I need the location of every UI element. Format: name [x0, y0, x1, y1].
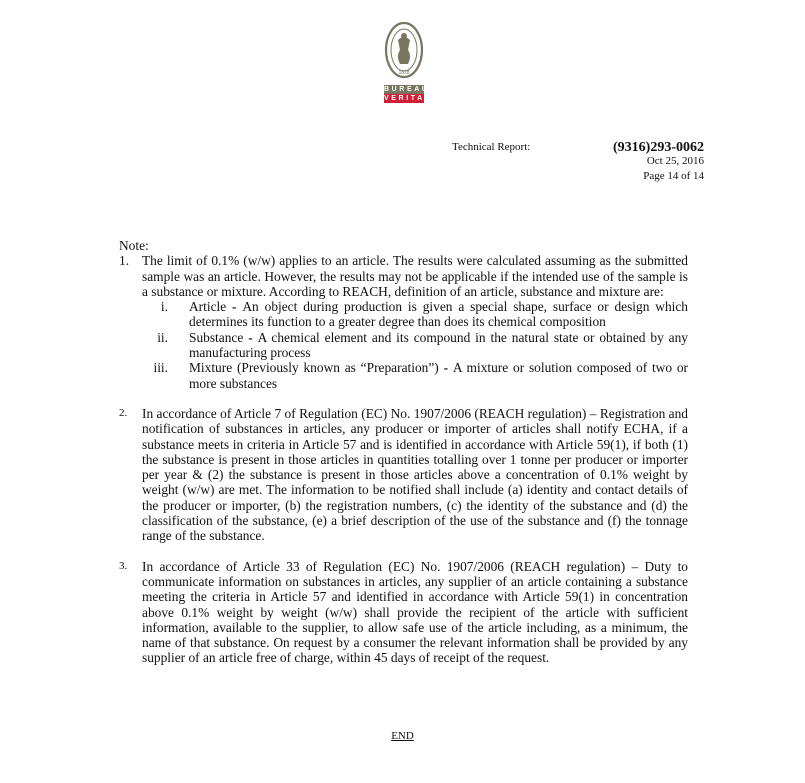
report-label: Technical Report: — [452, 141, 531, 153]
item-number: 1. — [119, 253, 130, 269]
bureau-veritas-logo — [384, 18, 433, 103]
note-item-3 — [119, 559, 688, 666]
definition-term: Mixture (Previously known as “Preparation”) — [189, 360, 439, 376]
definition-text: A chemical element and its compound in the natural state or obtained by any manufacturing process — [189, 329, 689, 361]
item-number: 2. — [119, 406, 128, 419]
item-number: 3. — [119, 559, 128, 572]
report-number: (9316)293-0062 — [613, 140, 704, 155]
definition-text: An object during production is given a special shape, surface or design which determines its function to a greater degree than does its chemical composition — [189, 299, 688, 330]
note-item-2 — [119, 406, 688, 544]
definition-substance: ii. Substance - A chemical element and its compound in the natural state or obtained by any manufacturing process — [157, 329, 689, 361]
note-title: Note: — [119, 238, 149, 253]
logo-band-bureau: BUREAU — [384, 86, 430, 93]
definition-term: Article — [189, 299, 227, 315]
svg-text:1828: 1828 — [398, 70, 410, 76]
item-text: In accordance of Article 33 of Regulation (EC) No. 1907/2006 (REACH regulation) – Duty to communicate information on substances in articles, any supplier of an article containing a substance meeting the criteria in Article 57 and identified in accordance with Article 59(1) in concentration above 0.1% weight by weight (w/w) shall provide the recipient of the article with sufficient information, available to the supplier, to allow safe use of the article including, as a minimum, the name of that substance. On request by a consumer the relevant information shall be provided by any supplier of an article free of charge, within 45 days of receipt of the request. — [142, 558, 688, 666]
notes-section — [119, 238, 688, 666]
item-text: The limit of 0.1% (w/w) applies to an article. The results were calculated assuming as the submitted sample was an article. However, the results may not be applicable if the intended use of the sample is a substance or mixture. According to REACH, definition of an article, substance and mixture are: — [142, 253, 688, 299]
page-number: Page 14 of 14 — [643, 170, 704, 182]
definition-text: A mixture or solution composed of two or more substances — [189, 360, 689, 391]
report-date: Oct 25, 2016 — [646, 155, 704, 167]
definition-term: Substance — [189, 329, 244, 345]
item-text: In accordance of Article 7 of Regulation (EC) No. 1907/2006 (REACH regulation) – Registration and notification of substances in articles, any producer or importer of articles shall notify ECHA, if a substance meets in criteria in Article 57 and is identified in accordance with Article 59(1), if both (1) the substance is present in those articles in quantities totalling over 1 tonne per producer or importer per year & (2) the substance is present in those articles above a concentration of 0.1% weight by weight (w/w) are met. The information to be notified shall include (a) identity and contact details of the producer or importer, (b) the registration numbers, (c) the identity of the substance and (d) the classification of the substance, (e) a brief description of the use of the substance and (f) the tonnage range of the substance. — [142, 405, 688, 544]
definitions-list — [142, 299, 688, 391]
seal-icon — [384, 18, 424, 82]
definition-article: i. Article - An object during production is given a special shape, surface or design which determines its function to a greater degree than does its chemical composition — [160, 299, 688, 330]
end-marker: END — [391, 730, 414, 742]
note-item-1 — [119, 253, 688, 391]
logo-band-veritas: VERITAS — [384, 95, 433, 102]
definition-mixture: iii. Mixture (Previously known as “Preparation”) - A mixture or solution composed of two or more substances — [153, 360, 689, 391]
